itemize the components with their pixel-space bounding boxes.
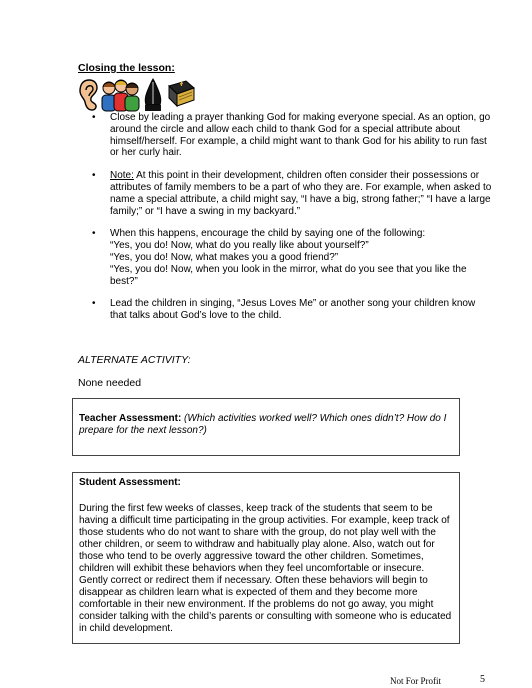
bible-icon (166, 78, 196, 112)
quote-line: “Yes, you do! Now, what makes you a good friend?” (110, 251, 339, 263)
bullet-item-prayer (92, 112, 492, 159)
student-assessment-box (72, 472, 460, 644)
section-heading: Closing the lesson: (78, 62, 175, 74)
praying-hands-icon (141, 78, 165, 112)
teacher-assessment-label: Teacher Assessment: (79, 413, 182, 424)
bullet-item-note (92, 170, 492, 217)
bullet-dot: • (92, 298, 96, 310)
ear-icon (78, 78, 100, 112)
student-assessment-text: During the first few weeks of classes, keep track of the students that seem to be having a difficult time participating in the group activities. For example, keep track of those students who do not want to share with the group, do not play well with the other children, or seem to withdraw and habitually play alone. Also, watch out for those who tend to be overly aggressive toward the other children. Sometimes, children will exhibit these behaviors when they feel uncomfortable or insecure. Gently correct or redirect them if necessary. Often these behaviors will begin to disappear as children learn what is expected of them and they become more comfortable in their new environment. If the problems do not go away, you might consider talking with the child’s parents or consulting with someone who is educated in child development. (79, 503, 452, 634)
bullet-item-singing (92, 298, 492, 322)
bullet-dot: • (92, 112, 96, 123)
bullet-text (110, 170, 492, 217)
page-number: 5 (480, 674, 485, 685)
bullet-text: Close by leading a prayer thanking God for making everyone special. As an option, go around the circle and allow each child to thank God for a special attribute about himself/herself. For example, a child might want to thank God for his ability to run fast or her curly hair. (110, 112, 491, 159)
note-label: Note: (110, 170, 134, 182)
bullet-dot: • (92, 170, 96, 182)
teacher-assessment-box (72, 398, 460, 456)
alternate-activity-text: None needed (78, 377, 142, 389)
alternate-activity-label: ALTERNATE ACTIVITY: (78, 354, 191, 366)
closing-bullet-list (92, 112, 492, 333)
note-text: At this point in their development, children often consider their possessions or attributes of family members to be a part of who they are. For example, when asked to name a special attribute, a child might say, “I have a big, strong father;” “I have a large family;” or “I have a swing in my backyard.” (110, 170, 492, 217)
bullet-item-encourage (92, 228, 492, 287)
quote-line: “Yes, you do! Now, what do you really like about yourself?” (110, 240, 369, 252)
student-assessment-label: Student Assessment: (79, 477, 181, 488)
lesson-icons (78, 78, 196, 114)
bullet-dot: • (92, 228, 96, 240)
teacher-assessment-text: (Which activities worked well? Which ones didn’t? How do I prepare for the next lesson?) (79, 413, 447, 436)
children-group-icon (100, 78, 140, 112)
bullet-text: When this happens, encourage the child by saying one of the following: (110, 228, 426, 240)
bullet-text: Lead the children in singing, “Jesus Loves Me” or another song your children know that talks about God’s love to the child. (110, 298, 476, 322)
quote-line: “Yes, you do! Now, when you look in the mirror, what do you see that you like the best?” (110, 263, 467, 287)
footer-text: Not For Profit (390, 676, 442, 686)
